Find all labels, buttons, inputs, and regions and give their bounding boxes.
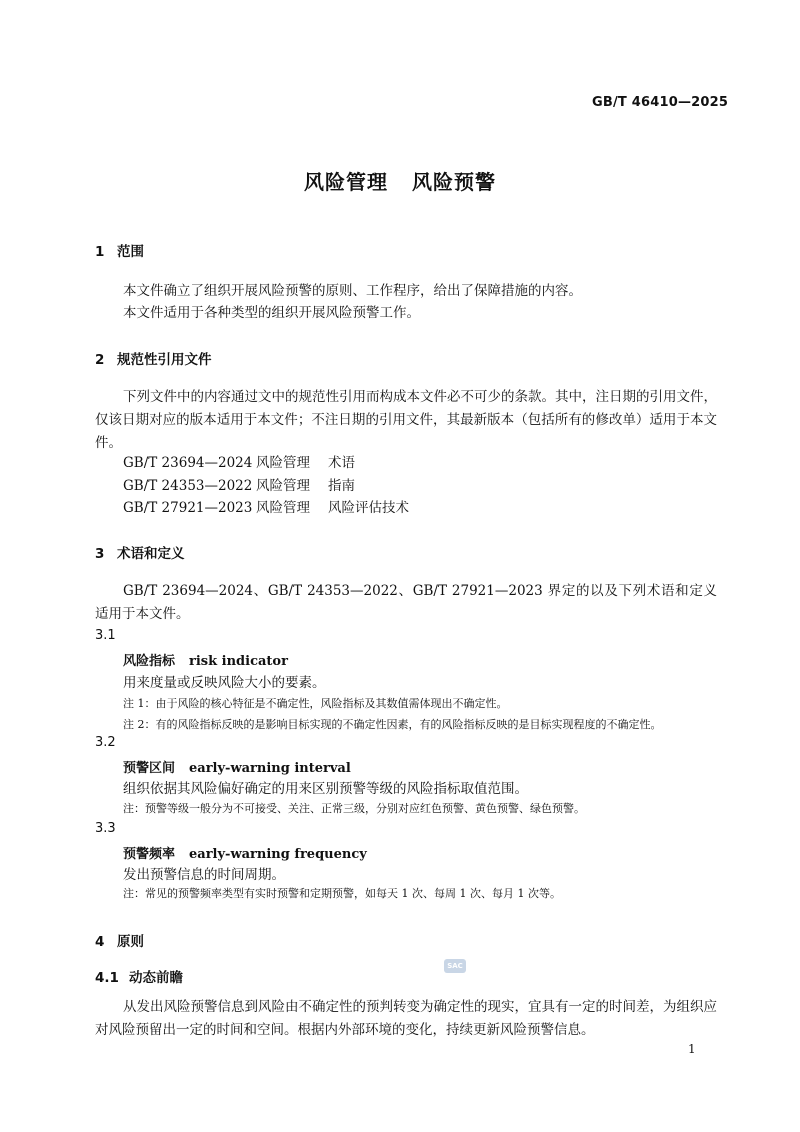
term-number: 3.1 bbox=[95, 628, 116, 643]
term-heading bbox=[123, 843, 367, 862]
section-2-heading bbox=[95, 348, 212, 368]
standard-number: GB/T 46410—2025 bbox=[592, 95, 729, 110]
reference-title-part-2: 术语 bbox=[328, 455, 355, 471]
section-title: 术语和定义 bbox=[117, 546, 185, 562]
title-part-2: 风险预警 bbox=[412, 170, 496, 194]
scope-paragraph-1: 本文件确立了组织开展风险预警的原则、工作程序，给出了保障措施的内容。 bbox=[123, 283, 582, 299]
normative-references-intro: 下列文件中的内容通过文中的规范性引用而构成本文件必不可少的条款。其中，注日期的引用文件，仅该日期对应的版本适用于本文件；不注日期的引用文件，其最新版本（包括所有的修改单）适用于本文件。 bbox=[95, 389, 717, 451]
section-number: 3 bbox=[95, 546, 105, 562]
section-1-heading bbox=[95, 240, 144, 260]
reference-title-part-1: 风险管理 bbox=[256, 478, 310, 494]
reference-item bbox=[123, 497, 409, 520]
section-number: 1 bbox=[95, 244, 105, 260]
subsection-title: 动态前瞻 bbox=[129, 970, 183, 986]
sac-watermark-logo: SAC bbox=[444, 959, 466, 973]
section-title: 原则 bbox=[117, 934, 144, 950]
reference-title-part-1: 风险管理 bbox=[256, 500, 310, 516]
term-number: 3.2 bbox=[95, 735, 116, 750]
reference-code: GB/T 23694—2024 bbox=[123, 455, 253, 471]
term-note: 注：预警等级一般分为不可接受、关注、正常三级，分别对应红色预警、黄色预警、绿色预警。 bbox=[123, 802, 585, 815]
term-en: early-warning frequency bbox=[189, 847, 367, 862]
principle-paragraph: 从发出风险预警信息到风险由不确定性的预判转变为确定性的现实，宜具有一定的时间差，为组织应对风险预留出一定的时间和空间。根据内外部环境的变化，持续更新风险预警信息。 bbox=[95, 999, 717, 1038]
reference-title-part-1: 风险管理 bbox=[256, 455, 310, 471]
page-number: 1 bbox=[688, 1042, 696, 1056]
term-note: 注 1：由于风险的核心特征是不确定性，风险指标及其数值需体现出不确定性。 bbox=[123, 697, 508, 710]
term-zh: 预警频率 bbox=[123, 847, 176, 862]
term-definition: 发出预警信息的时间周期。 bbox=[123, 867, 285, 883]
section-number: 4 bbox=[95, 934, 105, 950]
term-number: 3.3 bbox=[95, 821, 116, 836]
reference-title-part-2: 风险评估技术 bbox=[328, 500, 409, 516]
section-title: 规范性引用文件 bbox=[117, 352, 212, 368]
term-definition: 用来度量或反映风险大小的要素。 bbox=[123, 675, 326, 691]
term-heading bbox=[123, 650, 288, 669]
term-definition: 组织依据其风险偏好确定的用来区别预警等级的风险指标取值范围。 bbox=[123, 781, 528, 797]
subsection-number: 4.1 bbox=[95, 970, 119, 986]
term-en: early-warning interval bbox=[189, 761, 351, 776]
section-number: 2 bbox=[95, 352, 105, 368]
term-heading bbox=[123, 757, 351, 776]
scope-paragraph-2: 本文件适用于各种类型的组织开展风险预警工作。 bbox=[123, 305, 420, 321]
section-3-heading bbox=[95, 542, 185, 562]
section-4-heading bbox=[95, 930, 144, 950]
terms-intro: GB/T 23694—2024、GB/T 24353—2022、GB/T 27921—2023 界定的以及下列术语和定义适用于本文件。 bbox=[95, 583, 717, 622]
document-title bbox=[0, 166, 800, 195]
term-note: 注 2：有的风险指标反映的是影响目标实现的不确定性因素，有的风险指标反映的是目标实现程度的不确定性。 bbox=[123, 718, 662, 731]
section-title: 范围 bbox=[117, 244, 144, 260]
reference-item bbox=[123, 475, 355, 498]
term-zh: 风险指标 bbox=[123, 654, 176, 669]
reference-code: GB/T 27921—2023 bbox=[123, 500, 253, 516]
reference-code: GB/T 24353—2022 bbox=[123, 478, 253, 494]
term-en: risk indicator bbox=[189, 654, 288, 669]
subsection-4-1-heading bbox=[95, 966, 183, 986]
title-part-1: 风险管理 bbox=[304, 170, 388, 194]
term-note: 注：常见的预警频率类型有实时预警和定期预警，如每天 1 次、每周 1 次、每月 1 次等。 bbox=[123, 887, 561, 900]
term-zh: 预警区间 bbox=[123, 761, 176, 776]
reference-item bbox=[123, 452, 355, 475]
reference-title-part-2: 指南 bbox=[328, 478, 355, 494]
